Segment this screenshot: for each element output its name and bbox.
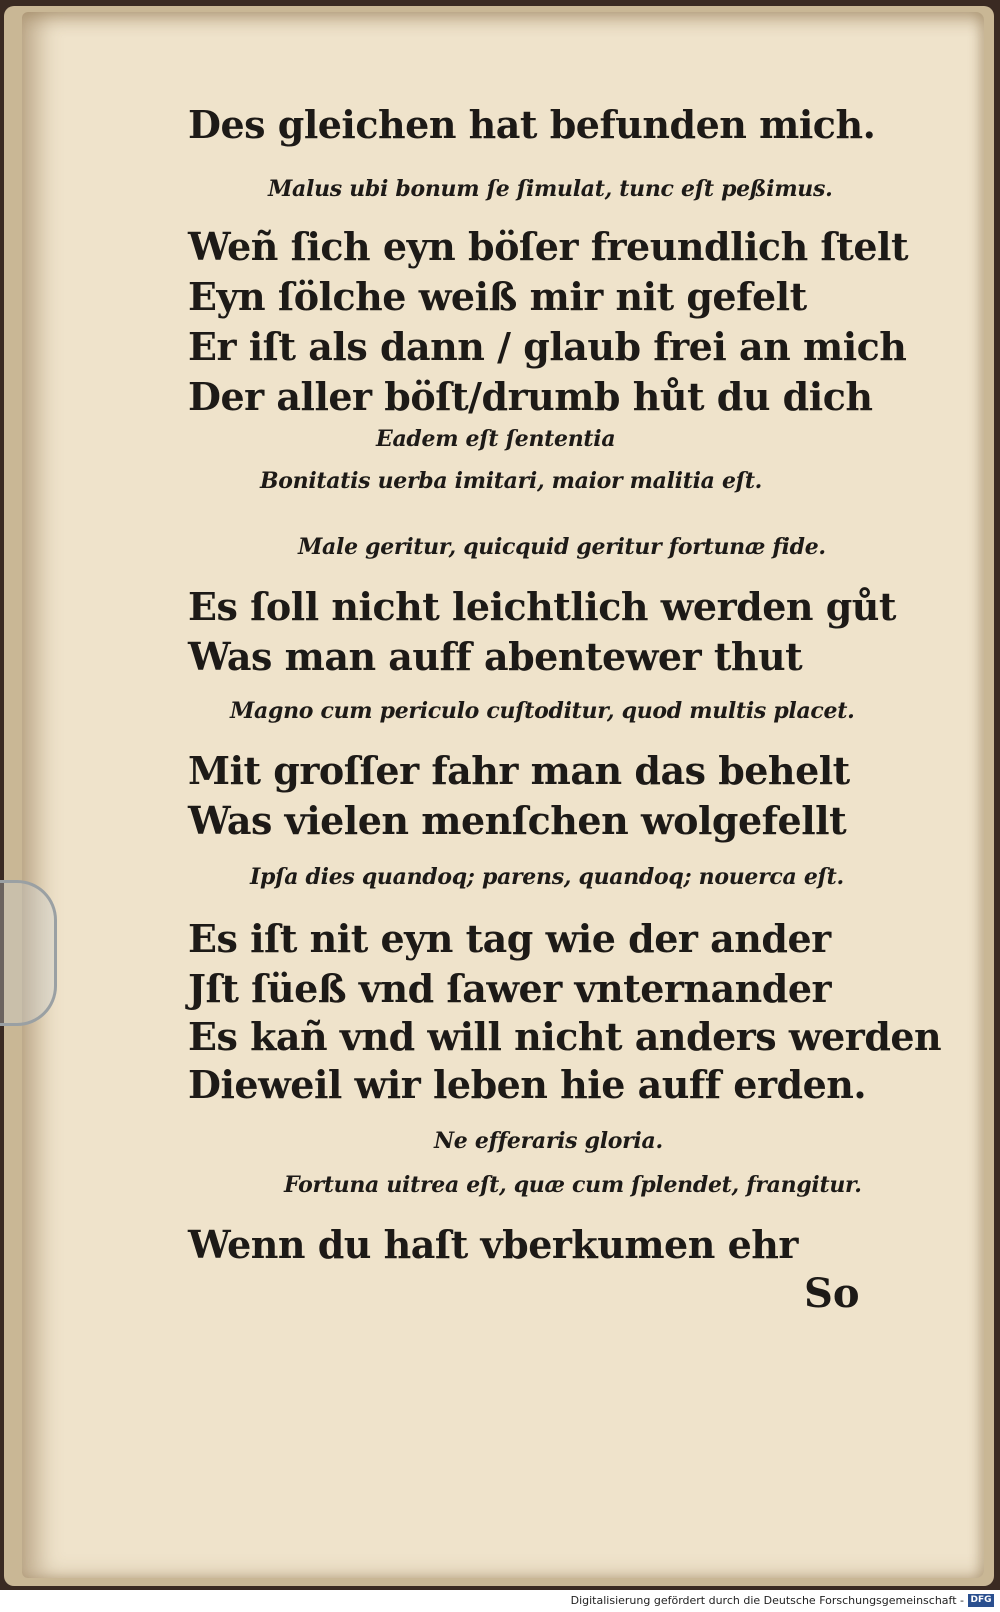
verse-line: Eyn ſölche weiß mir nit gefelt <box>188 274 807 319</box>
page-clip <box>0 880 57 1026</box>
latin-line: Male geritur, quicquid geritur fortunæ fide. <box>298 534 826 560</box>
verse-line: Wenn du haſt vberkumen ehr <box>188 1222 798 1267</box>
verse-line: Weñ ſich eyn böſer freundlich ſtelt <box>188 224 908 269</box>
latin-line: Bonitatis uerba imitari, maior malitia eſt. <box>260 468 763 494</box>
latin-line: Magno cum periculo cuſtoditur, quod multis placet. <box>230 698 855 724</box>
latin-line: Malus ubi bonum ſe ſimulat, tunc eſt peßimus. <box>268 176 833 202</box>
verse-line: Dieweil wir leben hie auff erden. <box>188 1062 867 1107</box>
latin-line: Fortuna uitrea eſt, quæ cum ſplendet, frangitur. <box>284 1172 862 1198</box>
verse-line: Es iſt nit eyn tag wie der ander <box>188 916 831 961</box>
verse-line: Er iſt als dann / glaub frei an mich <box>188 324 907 369</box>
latin-line: Ipſa dies quandoq; parens, quandoq; nouerca eſt. <box>250 864 844 890</box>
footer-credit: Digitalisierung gefördert durch die Deutsche Forschungsgemeinschaft - <box>570 1594 964 1607</box>
latin-line: Ne efferaris gloria. <box>434 1128 663 1154</box>
verse-line: Was man auff abentewer thut <box>188 634 803 679</box>
verse-line: Des gleichen hat befunden mich. <box>188 102 876 147</box>
verse-line: Der aller böſt/drumb hůt du dich <box>188 374 873 419</box>
catchword: So <box>804 1270 860 1317</box>
dfg-logo: DFG <box>968 1594 994 1607</box>
verse-line: Jſt ſüeß vnd ſawer vnternander <box>188 966 832 1011</box>
book-page <box>22 12 984 1578</box>
latin-line: Eadem eſt ſententia <box>376 426 616 452</box>
verse-line: Es kañ vnd will nicht anders werden <box>188 1014 942 1059</box>
verse-line: Was vielen menſchen wolgefellt <box>188 798 847 843</box>
verse-line: Es ſoll nicht leichtlich werden gůt <box>188 584 896 629</box>
digitization-footer <box>0 1590 1000 1612</box>
verse-line: Mit groſſer fahr man das behelt <box>188 748 850 793</box>
